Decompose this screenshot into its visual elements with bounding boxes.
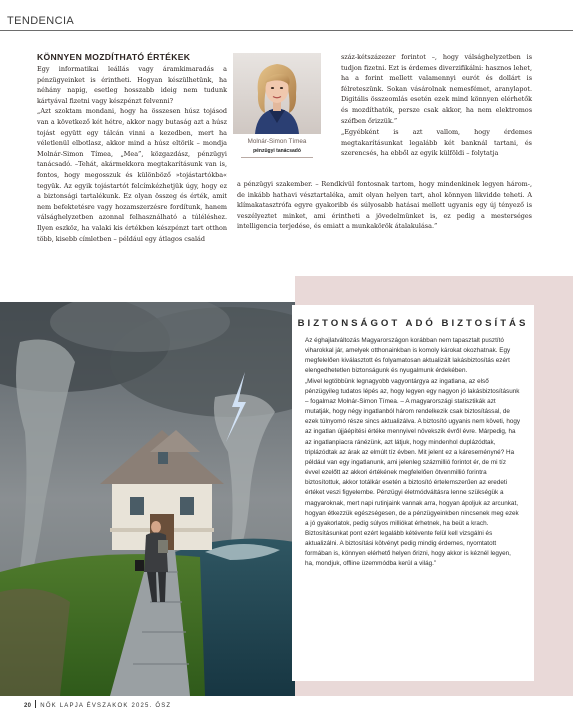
article-paragraph: „Egyébként is azt vallom, hogy érdemes megtakarításunkat legalább két banknál tartani, és szerencsés, ha ebből az egyik külföldi – folytatja xyxy=(341,128,532,158)
article-lead: Egy informatikai leállás vagy áramkimaradás a pénzügyeinket is érintheti. Hogyan készülhetünk, ha néhány napig, esetleg hosszabb ideig nem tudunk kártyával fizetni vagy készpénzt felvenni? xyxy=(37,65,227,105)
page-number: 20 xyxy=(24,703,32,709)
magazine-name: NŐK LAPJA ÉVSZAKOK 2025. ŐSZ xyxy=(40,703,172,709)
top-divider xyxy=(0,30,573,31)
sidebar-paragraph: Az éghajlatváltozás Magyarországon korábban nem tapasztalt pusztító viharokkal jár, amelyek otthonainkban is komoly károkat okozhatnak. Egy megfelelően kiválasztott és folyamatosan aktualizált lakásbiztosítás ezért elengedhetetlen biztonságunk és nyugalmunk érdekében. xyxy=(305,337,511,375)
article-column-1 xyxy=(37,52,227,244)
article-heading: KÖNNYEN MOZDÍTHATÓ ÉRTÉKEK xyxy=(37,52,191,62)
article-column-2 xyxy=(341,52,532,159)
storm-illustration xyxy=(0,302,295,696)
sidebar-paragraph: „Mivel legtöbbünk legnagyobb vagyontárgya az ingatlana, az első pénzügyileg tudatos lépés az, hogy legyen egy nagyon jó lakásbiztosításunk – fogalmaz Molnár-Simon Tímea. – A magyarországi statisztikák azt mutatják, hogy négy ingatlanból három rendelkezik csak biztosítással, de ezek túlnyomó része sincs aktualizálva. A biztosító ugyanis nem követi, hogy az ingatlan újjáépítési értéke mennyivel növekszik évről évre. Márpedig, ha az ingatlanpiacra ránézünk, azt látjuk, hogy mindenhol duplázódtak, triplázódtak az árak az elmúlt tíz évben. Mit jelent ez a káreseményné? Ha például van egy ingatlanunk, ami jelenleg százmillió forintot ér, de mi tíz évvel ezelőtt az akkori értékének megfelelően ötvenmillió forintra biztosítottuk, akkor totálkár esetén a biztosító értelemszerűen az eredeti értéket veszi figyelembe. Pénzügyi életmódváltásra lenne szükségük a magyaroknak, mert napi rutinjaink vannak arra, hogyan ápoljuk az arcunkat, hogyan étkezzük egészségesen, de a pénzügyeinkben nincsenek meg ezek a jó gyakorlatok, pedig súlyos milliókat érhetnek, ha beüt a krach. Biztosításunkat pont ezért legalább kétévente felül kell vizsgálni és aktualizálni. A biztosítási kötvényt pedig mindig érdemes, nyomtatott formában is, könnyen elérhető helyen őrizni, hogy akkor is kéznél legyen, ha, mondjuk, offline üzemmódba kerül a világ.” xyxy=(305,377,521,568)
page-footer xyxy=(24,700,171,709)
sidebar-heading: BIZTONSÁGOT ADÓ BIZTOSÍTÁS xyxy=(297,318,529,329)
article-column-wide xyxy=(237,179,532,232)
photo-caption-role: pénzügyi tanácsadó xyxy=(253,148,301,154)
article-paragraph: „Azt szoktam mondani, hogy ha összesen húsz tojásod van a következő két hétre, akkor nagy butaság azt a húsz tojást együtt egy tálcán vinni a kezedben, mert ha véletlenül elbotlasz, akkor mind a húsz eltörik – mondja Molnár-Simon Tímea, „Mea”, közgazdász, pénzügyi tanácsadó. –Tehát, akármekkora megtakarításunk van is, fontos, hogy megosszuk és különböző »tojástartókba« tegyük. Az egyik tojástartót felcímkézhetjük úgy, hogy ez a biztonsági tartalékunk. Ez olyan összeg és érték, amit nem befektetésre vagy hozamszerzésre fordítunk, hanem válsághelyzetben azonnal felhasználható a túléléshez. Ilyen eszköz, ha valaki kis értékben készpénzt tart otthon több, kisebb címletben – például egy átlagos család xyxy=(37,107,227,243)
caption-divider xyxy=(241,157,313,158)
article-paragraph: a pénzügyi szakember. – Rendkívül fontosnak tartom, hogy mindenkinek legyen három-, de inkább hathavi vésztartaléka, amit olyan helyen tart, ahol könnyen likvidde teheti. A klímakatasztrófa egyre gyakoribb és súlyosabb hatásai mellett ugyanis egy új tényező is veszélyeztet minket, ami érintheti a jövedelmünket is, ez pedig a mesterséges intelligencia terjedése, és emiatt a munkakörök átalakulása.” xyxy=(237,180,532,231)
footer-separator xyxy=(35,700,36,708)
advisor-photo xyxy=(233,53,321,134)
sidebar-text xyxy=(305,336,521,570)
photo-caption-name: Molnár-Simon Tímea xyxy=(247,138,307,145)
section-label: TENDENCIA xyxy=(7,15,75,27)
article-paragraph: száz-kétszázezer forintot –, hogy válsághelyzetben is tudjon fizetni. Ezt is érdemes diverzifikálni: hasznos lehet, ha a forint mellett valamennyi eurót és dollárt is félreteszünk. Sokan vásárolnak nemesfémet, aranylapot. Digitális összeomlás esetén ezek mind könnyen elérhetők és mozdíthatók, persze csak akkor, ha nem elektromos széfben őrizzük.” xyxy=(341,53,532,125)
portrait-image xyxy=(233,53,321,134)
